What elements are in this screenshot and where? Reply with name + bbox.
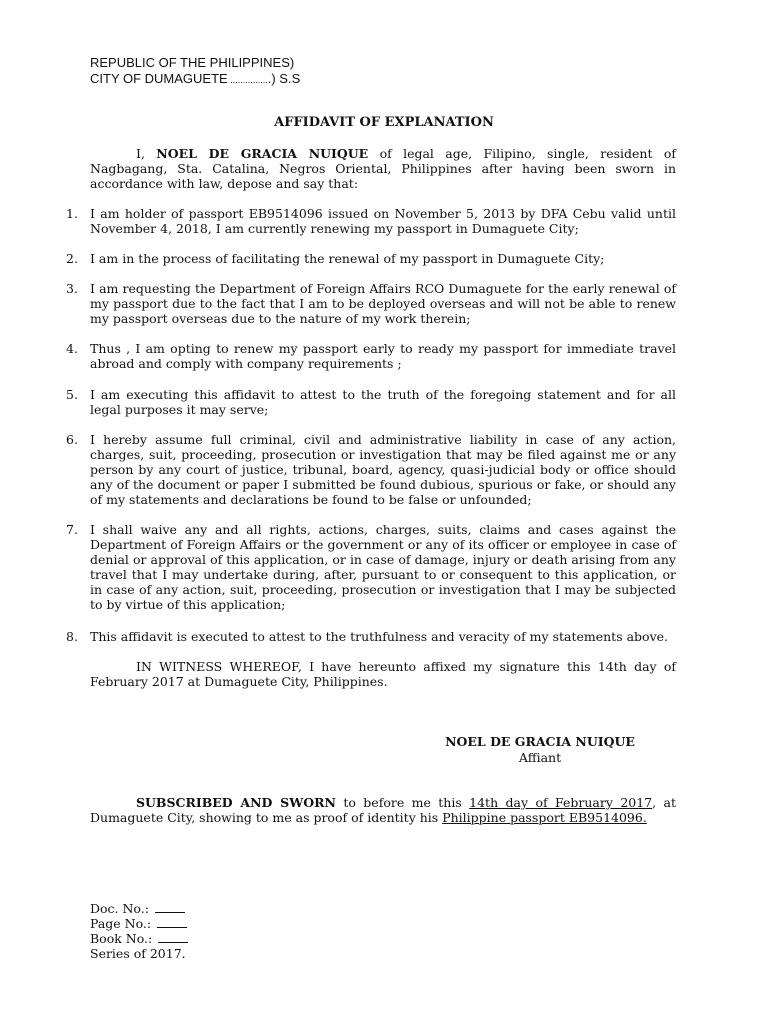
list-item-text: I am requesting the Department of Foreign Affairs RCO Dumaguete for the early renewal of my passport due to the fact that I am to be deployed overseas and will not be able to renew my passport overseas due to the nature of my work therein; bbox=[90, 281, 676, 326]
doc-number-line bbox=[90, 901, 185, 916]
book-number-label: Book No.: bbox=[90, 931, 153, 946]
doc-number-blank bbox=[155, 901, 185, 913]
book-number-line bbox=[90, 931, 188, 946]
list-item-number: 5. bbox=[66, 387, 78, 402]
intro-paragraph bbox=[90, 146, 676, 191]
list-item-text: I am holder of passport EB9514096 issued on November 5, 2013 by DFA Cebu valid until November 4, 2018, I am currently renewing my passport in Dumaguete City; bbox=[90, 206, 676, 236]
series-line: Series of 2017. bbox=[90, 946, 186, 961]
caption-city-name: CITY OF DUMAGUETE bbox=[90, 71, 228, 86]
list-item-number: 2. bbox=[66, 251, 78, 266]
page-number-blank bbox=[157, 916, 187, 928]
witness-paragraph: IN WITNESS WHEREOF, I have hereunto affixed my signature this 14th day of February 2017 at Dumaguete City, Philippines. bbox=[90, 659, 676, 689]
list-item-text: I am in the process of facilitating the renewal of my passport in Dumaguete City; bbox=[90, 251, 605, 266]
list-item-text: I am executing this affidavit to attest to the truth of the foregoing statement and for all legal purposes it may serve; bbox=[90, 387, 676, 417]
caption-ss: .) S.S bbox=[267, 71, 301, 86]
list-item-number: 1. bbox=[66, 206, 78, 221]
jurat-id: Philippine passport EB9514096. bbox=[442, 810, 647, 825]
intro-text: of legal age, Filipino, single, resident of Nagbagang, Sta. Catalina, Negros Oriental, Philippines after having been sworn in accordance with law, depose and say that: bbox=[90, 146, 676, 191]
caption-city bbox=[90, 71, 300, 88]
jurat-text-1: to before me this bbox=[335, 795, 470, 810]
book-number-blank bbox=[158, 931, 188, 943]
page-number-line bbox=[90, 916, 187, 931]
document-title: AFFIDAVIT OF EXPLANATION bbox=[274, 115, 494, 130]
list-item-number: 4. bbox=[66, 341, 78, 356]
list-item-text: I hereby assume full criminal, civil and administrative liability in case of any action, charges, suit, proceeding, prosecution or investigation that may be filed against me or any person by any court of justice, tribunal, board, agency, quasi-judicial body or office should any of the document or paper I submitted be found dubious, spurious or fake, or should any of my statements and declarations be found to be false or unfounded; bbox=[90, 432, 676, 507]
affiant-label: Affiant bbox=[518, 750, 562, 765]
doc-number-label: Doc. No.: bbox=[90, 901, 149, 916]
list-item-number: 6. bbox=[66, 432, 78, 447]
list-item-text: Thus , I am opting to renew my passport early to ready my passport for immediate travel abroad and comply with company requirements ; bbox=[90, 341, 676, 371]
caption-republic: REPUBLIC OF THE PHILIPPINES) bbox=[90, 55, 295, 70]
caption-city-dots: ............... bbox=[227, 75, 268, 85]
jurat-date: 14th day of February 2017 bbox=[469, 795, 653, 810]
list-item-text: This affidavit is executed to attest to the truthfulness and veracity of my statements above. bbox=[90, 629, 669, 644]
list-item-number: 8. bbox=[66, 629, 78, 644]
list-item-number: 3. bbox=[66, 281, 78, 296]
list-item-text: I shall waive any and all rights, actions, charges, suits, claims and cases against the Department of Foreign Affairs or the government or any of its officer or employee in case of denial or approval of this application, or in case of damage, injury or death arising from any travel that I may undertake during, after, pursuant to or consequent to this application, or in case of any action, suit, proceeding, prosecution or investigation that I may be subjected to by virtue of this application; bbox=[90, 522, 676, 612]
jurat-paragraph bbox=[90, 795, 676, 825]
intro-prefix: I, bbox=[136, 146, 157, 161]
affiant-signature-name: NOEL DE GRACIA NUIQUE bbox=[445, 734, 635, 749]
page-number-label: Page No.: bbox=[90, 916, 152, 931]
affiant-name-inline: NOEL DE GRACIA NUIQUE bbox=[156, 146, 369, 161]
list-item-number: 7. bbox=[66, 522, 78, 537]
jurat-text-2: , at Dumaguete City, showing to me as proof of identity his bbox=[90, 795, 676, 825]
jurat-lead: SUBSCRIBED AND SWORN bbox=[136, 795, 336, 810]
